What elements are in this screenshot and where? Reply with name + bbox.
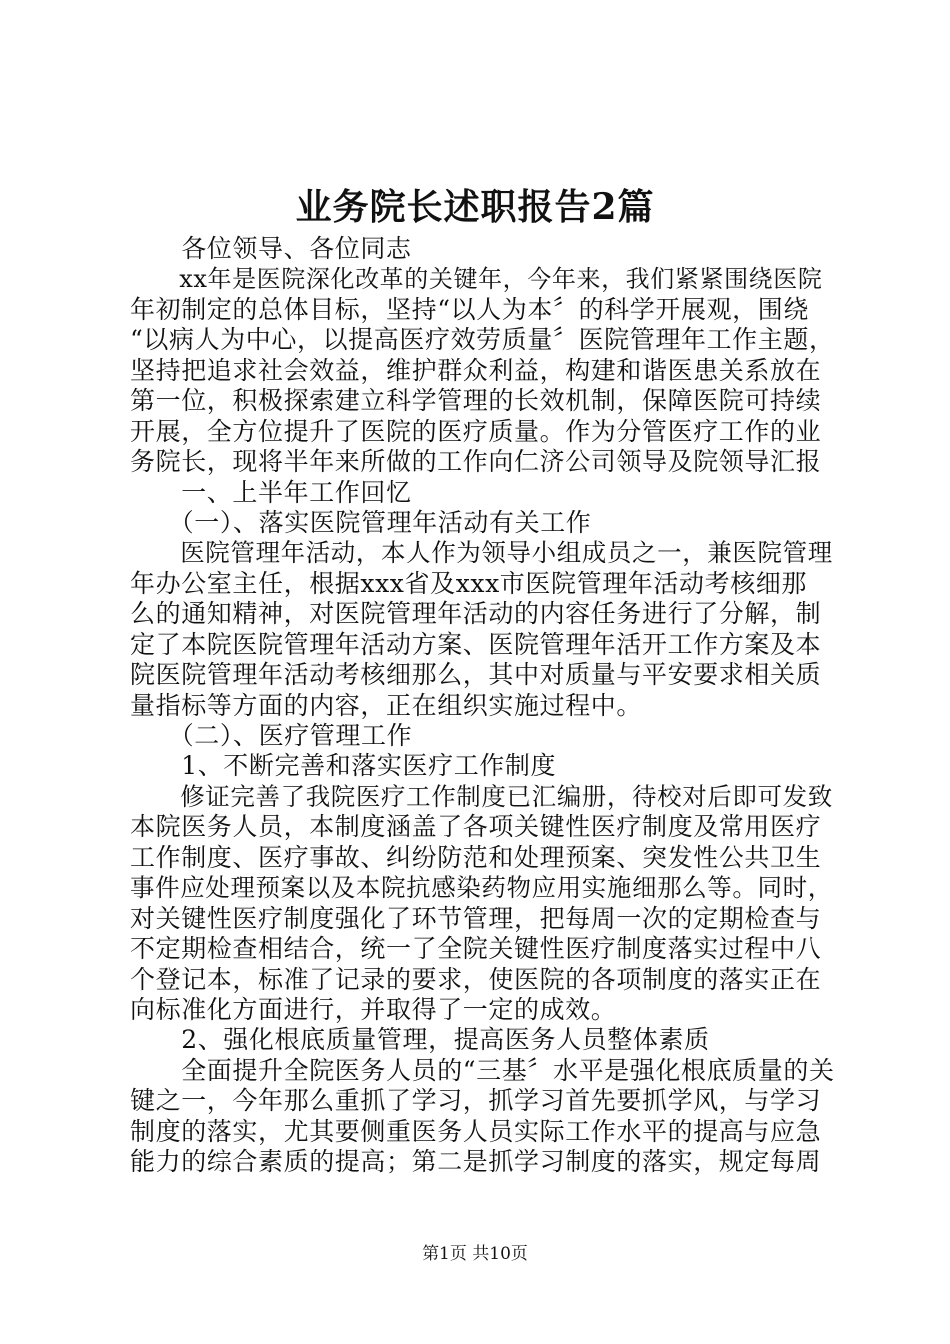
body-line: 2、强化根底质量管理，提高医务人员整体素质 — [130, 1025, 710, 1055]
body-line: xx年是医院深化改革的关键年，今年来，我们紧紧围绕医院 — [130, 265, 823, 294]
body-line: （一）、落实医院管理年活动有关工作 — [130, 507, 592, 537]
body-line: 全面提升全院医务人员的“三基〞水平是强化根底质量的关 — [130, 1055, 835, 1085]
body-line: 坚持把追求社会效益，维护群众利益，构建和谐医患关系放在 — [130, 355, 822, 385]
body-line: 开展，全方位提升了医院的医疗质量。作为分管医疗工作的业 — [130, 416, 822, 446]
body-line: 工作制度、医疗事故、纠纷防范和处理预案、突发性公共卫生 — [130, 842, 822, 872]
body-line: 第一位，积极探索建立科学管理的长效机制，保障医院可持续 — [130, 386, 822, 416]
body-line: 年初制定的总体目标，坚持“以人为本〞的科学开展观，围绕 — [130, 294, 809, 324]
body-line: 么的通知精神，对医院管理年活动的内容任务进行了分解，制 — [130, 599, 822, 629]
body-line: 不定期检查相结合，统一了全院关键性医疗制度落实过程中八 — [130, 934, 822, 964]
body-line: 事件应处理预案以及本院抗感染药物应用实施细那么等。同时， — [130, 873, 833, 903]
body-line: 量指标等方面的内容，正在组织实施过程中。 — [130, 690, 643, 720]
body-line: 键之一，今年那么重抓了学习，抓学习首先要抓学风，与学习 — [130, 1086, 822, 1116]
body-line: 医院管理年活动，本人作为领导小组成员之一，兼医院管理 — [130, 538, 833, 568]
body-line: 定了本院医院管理年活动方案、医院管理年活开工作方案及本 — [130, 629, 822, 659]
body-line: 务院长，现将半年来所做的工作向仁济公司领导及院领导汇报 — [130, 447, 822, 477]
body-line: 各位领导、各位同志 — [130, 234, 412, 263]
body-line: （二）、医疗管理工作 — [130, 721, 413, 750]
body-line: “以病人为中心，以提高医疗效劳质量〞医院管理年工作主题， — [130, 325, 835, 355]
page-footer: 第1页 共10页 — [422, 1244, 528, 1264]
body-line: 一、上半年工作回忆 — [130, 477, 412, 507]
body-line: 制度的落实，尤其要侧重医务人员实际工作水平的提高与应急 — [130, 1116, 822, 1146]
body-line: 个登记本，标准了记录的要求，使医院的各项制度的落实正在 — [130, 964, 822, 994]
document-title: 业务院长述职报告2篇 — [295, 186, 655, 228]
body-line: 1、不断完善和落实医疗工作制度 — [130, 751, 557, 781]
body-line: 向标准化方面进行，并取得了一定的成效。 — [130, 994, 617, 1024]
body-line: 对关键性医疗制度强化了环节管理，把每周一次的定期检查与 — [130, 903, 822, 933]
body-line: 年办公室主任，根据xxx省及xxx市医院管理年活动考核细那 — [130, 568, 807, 598]
body-line: 院医院管理年活动考核细那么，其中对质量与平安要求相关质 — [130, 660, 822, 690]
body-line: 修证完善了我院医疗工作制度已汇编册，待校对后即可发致 — [130, 781, 833, 811]
body-line: 能力的综合素质的提高；第二是抓学习制度的落实，规定每周 — [130, 1147, 822, 1177]
document-body — [130, 234, 835, 1178]
body-line: 本院医务人员，本制度涵盖了各项关键性医疗制度及常用医疗 — [130, 812, 822, 842]
